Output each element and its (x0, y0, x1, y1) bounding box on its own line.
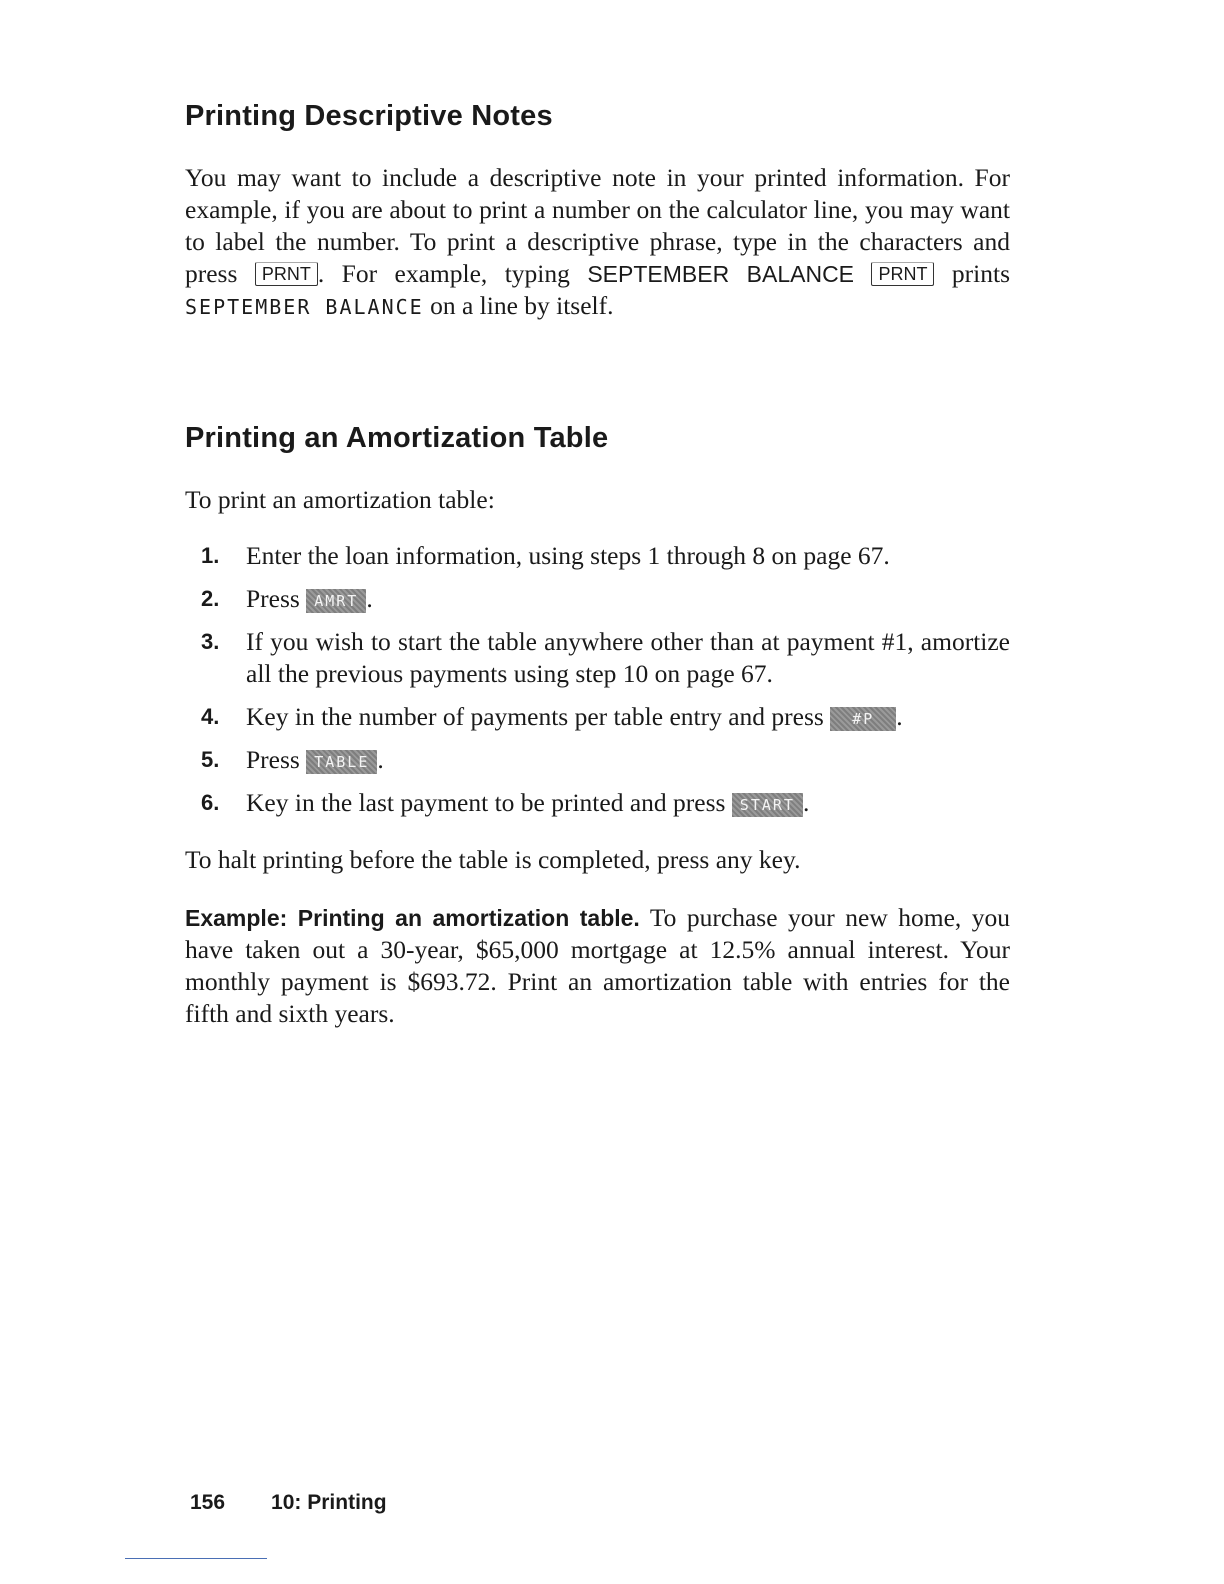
descriptive-notes-paragraph (185, 162, 1010, 323)
list-item (185, 787, 1010, 819)
step-text: Key in the last payment to be printed and press (246, 788, 726, 817)
amrt-softkey: AMRT (306, 589, 366, 613)
prnt-key: PRNT (255, 262, 318, 286)
step-number: 4. (201, 704, 220, 729)
step-text: Press (246, 584, 300, 613)
list-item (185, 583, 1010, 615)
steps-list (185, 540, 1010, 830)
step-text: If you wish to start the table anywhere other than at payment #1, amortize all the previous payments using step 10 on page 67. (246, 627, 1010, 688)
list-item (185, 744, 1010, 776)
para-text: . For example, typing (317, 259, 570, 288)
halt-paragraph: To halt printing before the table is completed, press any key. (185, 845, 801, 874)
footer-rule (125, 1558, 267, 1559)
step-number: 6. (201, 790, 220, 815)
typed-text: SEPTEMBER BALANCE (587, 261, 855, 287)
amortization-intro: To print an amortization table: (185, 485, 495, 514)
example-text: To purchase your new home, you have taken out a 30-year, $65,000 mortgage at 12.5% annual interest. Your monthly payment is $693.72. Print an amortization table with entries for the fifth and sixth years. (185, 903, 1011, 1028)
page-number: 156 (190, 1491, 226, 1514)
step-punct: . (802, 788, 810, 817)
page-footer (190, 1491, 387, 1515)
prnt-key: PRNT (871, 262, 934, 286)
step-text: Key in the number of payments per table entry and press (246, 702, 824, 731)
chapter-title: 10: Printing (271, 1491, 387, 1514)
step-punct: . (896, 702, 903, 731)
list-item (185, 626, 1010, 690)
payments-softkey: #P (830, 707, 896, 731)
step-text: Press (246, 745, 300, 774)
list-item (185, 540, 1010, 572)
para-text: on a line by itself. (430, 291, 614, 320)
step-number: 2. (201, 586, 220, 611)
example-lead: Example: Printing an amortization table. (185, 905, 640, 931)
step-number: 5. (201, 747, 220, 772)
step-punct: . (377, 745, 384, 774)
section-heading-descriptive-notes: Printing Descriptive Notes (185, 100, 553, 132)
para-text: prints (951, 259, 1010, 288)
table-softkey: TABLE (306, 750, 377, 774)
list-item (185, 701, 1010, 733)
step-text: Enter the loan information, using steps 1 through 8 on page 67. (246, 541, 890, 570)
section-heading-amortization-table: Printing an Amortization Table (185, 422, 609, 454)
printed-output-text: SEPTEMBER BALANCE (185, 295, 424, 319)
example-paragraph (185, 902, 1010, 1030)
step-number: 1. (201, 543, 220, 568)
start-softkey: START (732, 793, 803, 817)
step-number: 3. (201, 629, 220, 654)
para-text: You may want to include a descriptive note in your printed information. For example, if you are about to print a number on the calculator line, you may want to label the number. To print a descriptive phrase, type in the characters and press (185, 163, 1010, 288)
step-punct: . (366, 584, 373, 613)
